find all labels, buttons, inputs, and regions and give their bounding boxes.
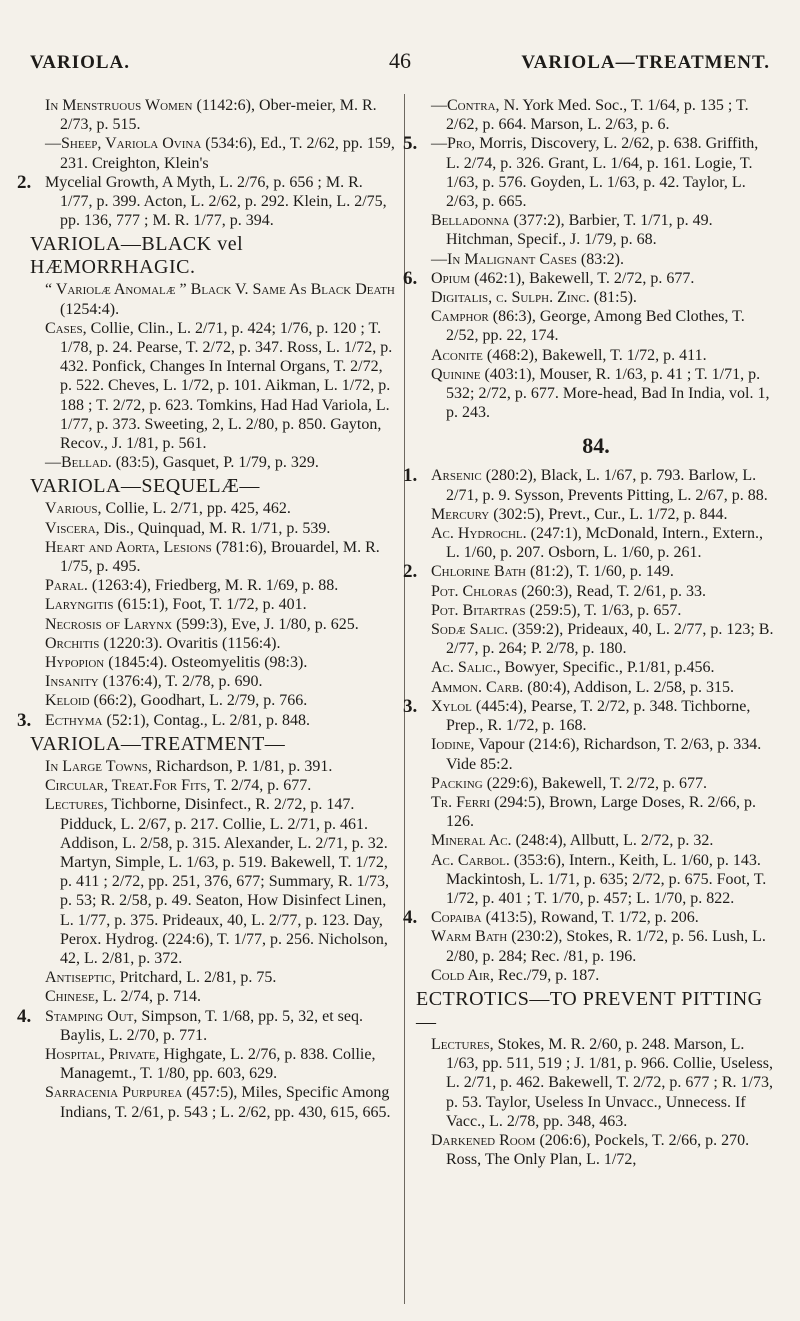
index-entry — [416, 96, 776, 134]
entry-references: (83:2). — [576, 250, 624, 268]
entry-references: (403:1), Mouser, R. 1/63, p. 41 ; T. 1/71, p. 532; 2/72, p. 677. More-head, Bad In India, vol. 1, p. 243. — [446, 365, 770, 422]
entry-term: Ac. Carbol. — [431, 851, 510, 869]
entry-number: 2. — [17, 171, 32, 193]
section-heading: VARIOLA—SEQUELÆ— — [30, 475, 260, 498]
entry-references: (80:4), Addison, L. 2/58, p. 315. — [523, 678, 734, 696]
entry-references: Bowyer, Specific., P.1/81, p.456. — [500, 659, 715, 677]
entry-term: —Bellad. — [45, 454, 112, 472]
index-entry — [403, 465, 776, 504]
entry-references: (83:5), Gasquet, P. 1/79, p. 329. — [111, 454, 319, 472]
section-number: 84. — [582, 433, 610, 459]
index-entry — [30, 987, 396, 1006]
index-entry — [30, 1045, 396, 1083]
index-entry — [416, 927, 776, 965]
entry-term: Opium — [431, 269, 471, 287]
entry-term: Keloid — [45, 692, 90, 710]
entry-number: 6. — [403, 267, 418, 289]
entry-references: (302:5), Prevt., Cur., L. 1/72, p. 844. — [489, 505, 728, 523]
entry-term: Antiseptic, — [45, 969, 116, 987]
entry-number: 4. — [403, 907, 418, 929]
index-entry — [30, 319, 396, 453]
entry-references: (230:2), Stokes, R. 1/72, p. 56. Lush, L. 2/80, p. 284; Rec. /81, p. 196. — [446, 928, 766, 965]
entry-term: —Sheep, Variola Ovina — [45, 135, 202, 153]
section-heading: VARIOLA—BLACK vel HÆMORRHAGIC. — [30, 233, 244, 279]
entry-term: Various, — [45, 500, 102, 518]
entry-references: (294:5), Brown, Large Doses, R. 2/66, p. 126. — [446, 793, 756, 831]
entry-term: Viscera, — [45, 519, 100, 537]
entry-term: Sodæ Salic. — [431, 621, 509, 639]
index-entry — [30, 1083, 396, 1121]
entry-references: (462:1), Bakewell, T. 2/72, p. 677. — [470, 269, 695, 287]
entry-term: Chlorine Bath — [431, 563, 527, 581]
entry-number: 3. — [17, 709, 32, 731]
index-entry — [416, 620, 776, 658]
index-entry — [416, 505, 776, 524]
entry-references: (1263:4), Friedberg, M. R. 1/69, p. 88. — [87, 577, 339, 595]
entry-term: Insanity — [45, 673, 99, 691]
index-entry — [17, 1005, 396, 1045]
entry-term: Ac. Salic., — [431, 659, 501, 677]
page-header — [30, 48, 770, 78]
entry-term: Necrosis of Larynx — [45, 615, 173, 633]
index-entry — [30, 538, 396, 576]
entry-term: Packing — [431, 774, 483, 792]
entry-term: Chinese, — [45, 988, 99, 1006]
entry-references: Highgate, L. 2/76, p. 838. Collie, Managemt., T. 1/80, pp. 603, 629. — [60, 1045, 376, 1083]
index-entry — [30, 615, 396, 634]
entry-references: Mycelial Growth, A Myth, L. 2/76, p. 656 ; M. R. 1/77, p. 399. Acton, L. 2/62, p. 292. Klein, L. 2/75, pp. 136, 777 ; M. R. 1/77, p. 394. — [45, 173, 387, 230]
entry-references: (445:4), Pearse, T. 2/72, p. 348. Tichborne, Prep., R. 1/72, p. 168. — [446, 697, 751, 735]
index-entry — [403, 267, 776, 289]
index-entry — [416, 250, 776, 269]
index-entry — [416, 793, 776, 831]
index-entry — [416, 735, 776, 773]
index-entry — [30, 453, 396, 472]
entry-term: Tr. Ferri — [431, 793, 491, 811]
entry-term: Copaiba — [431, 909, 482, 927]
entry-term: —In Malignant Cases — [431, 250, 577, 268]
entry-references: (1845:4). Osteomyelitis (98:3). — [104, 654, 308, 672]
index-entry — [30, 653, 396, 672]
entry-number: 2. — [403, 561, 418, 583]
entry-term: Ac. Hydrochl. — [431, 525, 527, 543]
index-entry — [416, 966, 776, 985]
entry-term: Quinine — [431, 365, 481, 383]
entry-references: (1376:4), T. 2/78, p. 690. — [98, 673, 263, 691]
header-right-title: VARIOLA—TREATMENT. — [521, 52, 770, 73]
entry-term: Cases, — [45, 319, 87, 337]
entry-references: (229:6), Bakewell, T. 2/72, p. 677. — [482, 774, 707, 792]
entry-term: Belladonna — [431, 212, 510, 230]
entry-term: Hypopion — [45, 654, 105, 672]
index-entry — [30, 672, 396, 691]
entry-term: —Contra, — [431, 97, 500, 114]
entry-references: (615:1), Foot, T. 1/72, p. 401. — [113, 596, 307, 614]
entry-number: 4. — [17, 1005, 32, 1027]
index-entry — [30, 576, 396, 595]
entry-term: In Large Towns, — [45, 757, 152, 775]
entry-references: (1254:4). — [60, 300, 120, 318]
index-entry — [416, 346, 776, 365]
index-entry — [30, 968, 396, 987]
entry-term: Orchitis — [45, 634, 100, 652]
index-entry — [30, 776, 396, 795]
entry-term: Lectures, — [431, 1035, 494, 1053]
index-entry — [30, 519, 396, 538]
index-entry — [403, 561, 776, 583]
index-entry — [416, 288, 776, 307]
entry-term: —Pro, — [431, 135, 476, 153]
entry-term: Heart and Aorta, Lesions — [45, 538, 212, 556]
entry-term: Pot. Bitartras — [431, 601, 526, 619]
index-entry — [30, 691, 396, 710]
entry-references: N. York Med. Soc., T. 1/64, p. 135 ; T. 2/62, p. 664. Marson, L. 2/63, p. 6. — [446, 97, 749, 134]
entry-term: Warm Bath — [431, 928, 508, 946]
entry-term: Pot. Chloras — [431, 582, 518, 600]
entry-references: (206:6), Pockels, T. 2/66, p. 270. Ross, The Only Plan, L. 1/72, — [446, 1131, 750, 1169]
entry-references: (280:2), Black, L. 1/67, p. 793. Barlow, L. 2/71, p. 9. Sysson, Prevents Pitting, L. 2/67, p. 88. — [446, 467, 768, 504]
index-entry — [30, 595, 396, 614]
entry-term: Camphor — [431, 308, 489, 326]
entry-references: (81:2), T. 1/60, p. 149. — [526, 563, 674, 581]
index-entry — [416, 307, 776, 345]
entry-references: (259:5), T. 1/63, p. 657. — [525, 601, 682, 619]
entry-references: (457:5), Miles, Specific Among Indians, T. 2/61, p. 543 ; L. 2/62, pp. 430, 615, 665. — [60, 1084, 391, 1121]
entry-references: (247:1), McDonald, Intern., Extern., L. 1/60, p. 207. Osborn, L. 1/60, p. 261. — [446, 525, 764, 562]
index-entry — [403, 907, 776, 929]
entry-references: (413:5), Rowand, T. 1/72, p. 206. — [481, 909, 699, 927]
entry-term: Circular, Treat.For Fits, — [45, 777, 211, 795]
entry-term: Ecthyma — [45, 711, 103, 729]
entry-references: (52:1), Contag., L. 2/81, p. 848. — [102, 711, 310, 729]
index-entry — [30, 634, 396, 653]
index-entry — [30, 795, 396, 968]
entry-references: Vapour (214:6), Richardson, T. 2/63, p. 334. Vide 85:2. — [446, 736, 762, 773]
entry-term: Xylol — [431, 697, 472, 715]
entry-term: Ammon. Carb. — [431, 678, 524, 696]
entry-references: L. 2/74, p. 714. — [98, 988, 201, 1006]
entry-references: Richardson, P. 1/81, p. 391. — [151, 757, 333, 775]
entry-references: (534:6), Ed., T. 2/62, pp. 159, 231. Creighton, Klein's — [60, 135, 395, 172]
index-entry — [30, 280, 396, 318]
entry-term: Darkened Room — [431, 1131, 536, 1149]
index-entry — [403, 695, 776, 735]
entry-term: Paral. — [45, 577, 88, 595]
entry-term: Mercury — [431, 505, 490, 523]
page-number: 46 — [389, 48, 411, 73]
section-heading: ECTROTICS—TO PREVENT PITTING— — [416, 987, 763, 1033]
entry-references: Collie, Clin., L. 2/71, p. 424; 1/76, p. 120 ; T. 1/78, p. 24. Pearse, T. 2/72, p. 347. Ross, L. 1/72, p. 432. Ponfick, Changes In Internal Organs, T. 2/72, p. 522. Cheves, L. 1/72, p. 101. Aikman, L. 1/72, p. 188 ; T. 2/72, p. 623. Tomkins, Had Had Variola, L. 1/77, p. 373. Sweeting, 2, L. 2/80, p. 850. Gayton, Recov., J. 1/81, p. 561. — [60, 319, 393, 453]
entry-references: Stokes, M. R. 2/60, p. 248. Marson, L. 1/63, pp. 511, 519 ; J. 1/81, p. 966. Collie, Useless, L. 2/71, p. 462. Bakewell, T. 2/72, p. 677 ; R. 1/73, p. 53. Taylor, Useless In Unvacc., Unnecess. If Vacc., L. 2/78, pp. 348, 463. — [446, 1035, 773, 1130]
entry-references: (1142:6), Ober-meier, M. R. 2/73, p. 515. — [60, 97, 377, 134]
index-entry — [17, 171, 396, 231]
index-entry — [416, 582, 776, 601]
index-entry — [416, 524, 776, 562]
index-entry — [403, 133, 776, 211]
entry-references: (66:2), Goodhart, L. 2/79, p. 766. — [89, 692, 308, 710]
entry-term: Lectures, — [45, 796, 108, 814]
entry-references: (781:6), Brouardel, M. R. 1/75, p. 495. — [60, 538, 380, 576]
entry-references: (1220:3). Ovaritis (1156:4). — [99, 634, 281, 652]
entry-number: 1. — [403, 465, 418, 487]
index-entry — [30, 757, 396, 776]
entry-references: Simpson, T. 1/68, pp. 5, 32, et seq. Baylis, L. 2/70, p. 771. — [60, 1007, 363, 1044]
entry-number: 3. — [403, 695, 418, 717]
entry-references: T. 2/74, p. 677. — [210, 777, 312, 795]
entry-term: Aconite — [431, 346, 483, 364]
index-entry — [416, 678, 776, 697]
left-column — [17, 96, 396, 1122]
index-entry — [416, 831, 776, 850]
entry-term: Iodine, — [431, 736, 475, 754]
entry-term: Hospital, Private, — [45, 1045, 160, 1063]
entry-references: Rec./79, p. 187. — [493, 966, 600, 984]
section-heading: VARIOLA—TREATMENT— — [30, 732, 286, 755]
index-entry — [416, 1131, 776, 1169]
index-entry — [30, 499, 396, 518]
index-entry — [416, 211, 776, 249]
entry-references: Collie, L. 2/71, pp. 425, 462. — [101, 500, 291, 518]
index-entry — [416, 774, 776, 793]
entry-references: Morris, Discovery, L. 2/62, p. 638. Griffith, L. 2/74, p. 326. Grant, L. 1/64, p. 161. Logie, T. 1/63, p. 576. Goyden, L. 1/63, p. 42. Taylor, L. 2/63, p. 665. — [446, 135, 759, 211]
index-entry — [416, 1035, 776, 1131]
entry-references: (86:3), George, Among Bed Clothes, T. 2/52, pp. 22, 174. — [446, 308, 745, 345]
entry-number: 5. — [403, 133, 418, 155]
entry-term: Stamping Out, — [45, 1007, 138, 1025]
entry-term: “ Variolæ Anomalæ ” Black V. Same As Black Death — [45, 281, 395, 299]
index-entry — [17, 709, 396, 731]
entry-term: Arsenic — [431, 467, 482, 485]
entry-references: (599:3), Eve, J. 1/80, p. 625. — [172, 615, 359, 633]
entry-term: Mineral Ac. — [431, 832, 512, 850]
index-entry — [30, 96, 396, 134]
index-entry — [416, 601, 776, 620]
entry-term: Digitalis, c. Sulph. Zinc. — [431, 289, 590, 307]
entry-references: (359:2), Prideaux, 40, L. 2/77, p. 123; B. 2/77, p. 264; P. 2/78, p. 180. — [446, 621, 774, 658]
entry-references: Tichborne, Disinfect., R. 2/72, p. 147. Pidduck, L. 2/67, p. 217. Collie, L. 2/71, p. 461. Addison, L. 2/58, p. 315. Alexander, L. 2/71, p. 32. Martyn, Simple, L. 1/63, p. 519. Bakewell, T. 1/72, p. 411 ; 2/72, pp. 251, 376, 677; Summary, R. 1/73, p. 53; R. 2/58, p. 49. Seaton, How Disinfect Linen, L. 1/77, p. 375. Prideaux, 40, L. 2/77, p. 123. Day, Perox. Hydrog. (224:6), T. 1/77, p. 256. Nicholson, 42, L. 2/81, p. 372. — [60, 796, 390, 967]
index-entry — [30, 134, 396, 172]
entry-term: Laryngitis — [45, 596, 114, 614]
entry-references: (81:5). — [589, 289, 637, 307]
entry-references: (260:3), Read, T. 2/61, p. 33. — [517, 582, 706, 600]
index-entry — [416, 851, 776, 909]
index-entry — [416, 365, 776, 423]
entry-references: (248:4), Allbutt, L. 2/72, p. 32. — [511, 832, 714, 850]
entry-references: (377:2), Barbier, T. 1/71, p. 49. Hitchman, Specif., J. 1/79, p. 68. — [446, 212, 713, 249]
right-column — [403, 96, 776, 1169]
entry-references: (468:2), Bakewell, T. 1/72, p. 411. — [482, 346, 707, 364]
header-left-title: VARIOLA. — [30, 52, 131, 73]
entry-term: Sarracenia Purpurea — [45, 1084, 183, 1102]
index-entry — [416, 658, 776, 677]
entry-references: (353:6), Intern., Keith, L. 1/60, p. 143. Mackintosh, L. 1/71, p. 635; 2/72, p. 675. Foot, T. 1/72, p. 401 ; T. 1/70, p. 457; L. 1/70, p. 822. — [446, 851, 767, 907]
entry-references: Dis., Quinquad, M. R. 1/71, p. 539. — [99, 519, 331, 537]
entry-term: Cold Air, — [431, 966, 494, 984]
entry-references: Pritchard, L. 2/81, p. 75. — [115, 969, 277, 987]
entry-term: In Menstruous Women — [45, 97, 193, 114]
